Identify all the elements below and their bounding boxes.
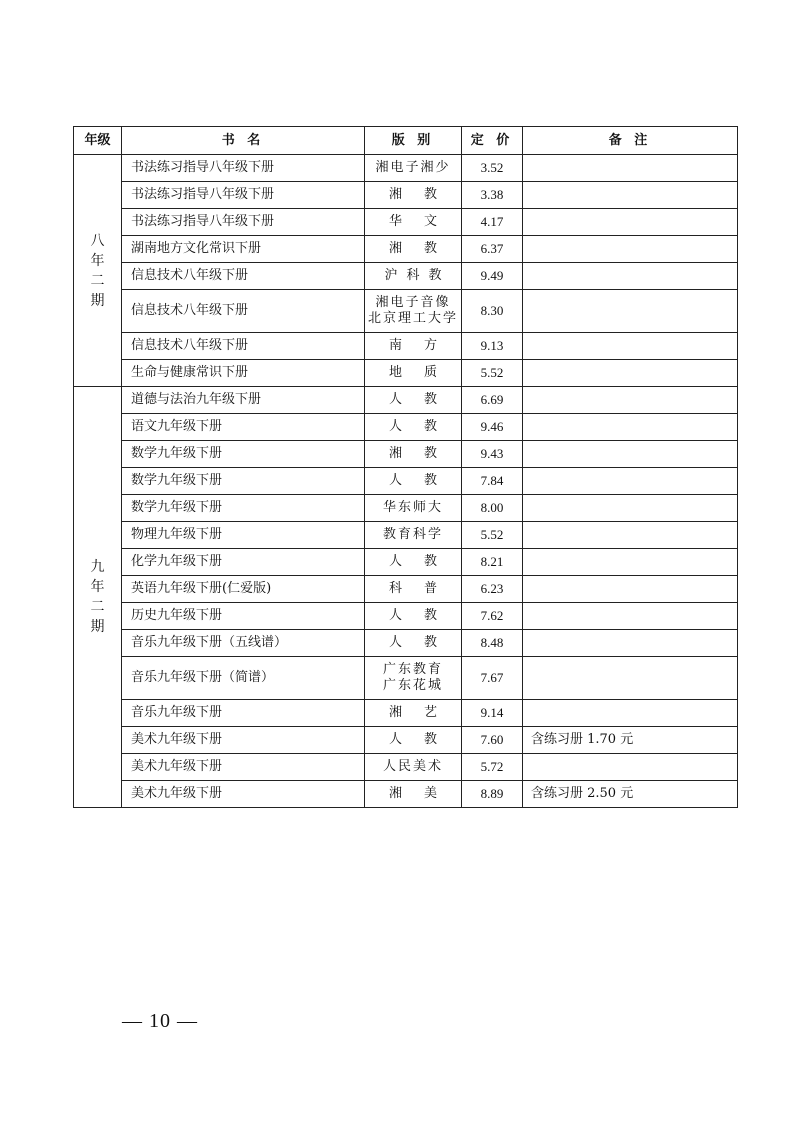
- book-title-cell: 书法练习指导八年级下册: [122, 182, 365, 209]
- edition-cell: 科普: [365, 576, 462, 603]
- edition-cell: 人教: [365, 630, 462, 657]
- edition-cell: 湘教: [365, 236, 462, 263]
- price-cell: 7.60: [462, 727, 523, 754]
- book-title-cell: 美术九年级下册: [122, 727, 365, 754]
- note-cell: [523, 576, 738, 603]
- note-cell: [523, 495, 738, 522]
- price-cell: 9.46: [462, 414, 523, 441]
- table-row: [74, 182, 738, 209]
- edition-cell: 人教: [365, 468, 462, 495]
- edition-cell: 人教: [365, 549, 462, 576]
- table-row: [74, 754, 738, 781]
- note-cell: [523, 209, 738, 236]
- book-title-cell: 信息技术八年级下册: [122, 290, 365, 333]
- price-cell: 6.37: [462, 236, 523, 263]
- book-title-cell: 生命与健康常识下册: [122, 360, 365, 387]
- edition-cell: 人教: [365, 414, 462, 441]
- book-title-cell: 书法练习指导八年级下册: [122, 155, 365, 182]
- edition-cell: 广东教育 广东花城: [365, 657, 462, 700]
- note-cell: 含练习册 2.50 元: [523, 781, 738, 808]
- book-title-cell: 湖南地方文化常识下册: [122, 236, 365, 263]
- price-cell: 5.52: [462, 360, 523, 387]
- table-row: [74, 576, 738, 603]
- note-cell: [523, 387, 738, 414]
- note-cell: [523, 155, 738, 182]
- grade-label: 八年二期: [90, 232, 105, 309]
- price-cell: 8.00: [462, 495, 523, 522]
- price-cell: 6.69: [462, 387, 523, 414]
- table-row: [74, 522, 738, 549]
- edition-cell: 南方: [365, 333, 462, 360]
- note-cell: [523, 754, 738, 781]
- edition-cell: 人教: [365, 603, 462, 630]
- book-title-cell: 英语九年级下册(仁爱版): [122, 576, 365, 603]
- price-cell: 8.48: [462, 630, 523, 657]
- edition-cell: 湘电子音像 北京理工大学: [365, 290, 462, 333]
- note-cell: [523, 236, 738, 263]
- price-cell: 9.13: [462, 333, 523, 360]
- table-row: [74, 263, 738, 290]
- edition-cell: 地质: [365, 360, 462, 387]
- price-cell: 4.17: [462, 209, 523, 236]
- note-cell: [523, 263, 738, 290]
- book-title-cell: 化学九年级下册: [122, 549, 365, 576]
- price-cell: 8.21: [462, 549, 523, 576]
- table-row: [74, 236, 738, 263]
- table-row: [74, 495, 738, 522]
- edition-cell: 教育科学: [365, 522, 462, 549]
- book-title-cell: 历史九年级下册: [122, 603, 365, 630]
- textbook-price-table: [73, 126, 738, 808]
- table-row: [74, 549, 738, 576]
- note-cell: [523, 290, 738, 333]
- note-cell: [523, 468, 738, 495]
- edition-cell: 湘电子湘少: [365, 155, 462, 182]
- table-row: [74, 657, 738, 700]
- table-row: [74, 603, 738, 630]
- grade-cell: [74, 155, 122, 387]
- table-row: [74, 700, 738, 727]
- note-cell: [523, 333, 738, 360]
- price-cell: 9.49: [462, 263, 523, 290]
- edition-cell: 沪科教: [365, 263, 462, 290]
- table-row: [74, 414, 738, 441]
- book-title-cell: 音乐九年级下册（五线谱）: [122, 630, 365, 657]
- price-cell: 7.67: [462, 657, 523, 700]
- price-cell: 7.84: [462, 468, 523, 495]
- edition-cell: 华文: [365, 209, 462, 236]
- table-body: [74, 155, 738, 808]
- grade-cell: [74, 387, 122, 808]
- table-row: [74, 441, 738, 468]
- page-number: — 10 —: [122, 1010, 198, 1032]
- book-title-cell: 美术九年级下册: [122, 754, 365, 781]
- table-row: [74, 781, 738, 808]
- book-title-cell: 物理九年级下册: [122, 522, 365, 549]
- book-title-cell: 数学九年级下册: [122, 495, 365, 522]
- grade-label: 九年二期: [90, 559, 105, 635]
- book-title-cell: 语文九年级下册: [122, 414, 365, 441]
- header-price: 定 价: [462, 127, 523, 155]
- note-cell: [523, 700, 738, 727]
- header-note: 备 注: [523, 127, 738, 155]
- price-cell: 8.30: [462, 290, 523, 333]
- price-cell: 5.72: [462, 754, 523, 781]
- edition-cell: 华东师大: [365, 495, 462, 522]
- price-cell: 6.23: [462, 576, 523, 603]
- table-row: [74, 155, 738, 182]
- book-title-cell: 书法练习指导八年级下册: [122, 209, 365, 236]
- book-title-cell: 数学九年级下册: [122, 441, 365, 468]
- edition-cell: 湘教: [365, 441, 462, 468]
- header-edition: 版 别: [365, 127, 462, 155]
- table-row: [74, 727, 738, 754]
- table-header-row: [74, 127, 738, 155]
- price-cell: 5.52: [462, 522, 523, 549]
- edition-cell: 湘美: [365, 781, 462, 808]
- note-cell: [523, 360, 738, 387]
- book-title-cell: 数学九年级下册: [122, 468, 365, 495]
- note-cell: [523, 603, 738, 630]
- price-cell: 9.43: [462, 441, 523, 468]
- note-cell: [523, 522, 738, 549]
- table-row: [74, 387, 738, 414]
- price-cell: 9.14: [462, 700, 523, 727]
- book-title-cell: 美术九年级下册: [122, 781, 365, 808]
- table-row: [74, 360, 738, 387]
- table-row: [74, 333, 738, 360]
- table-row: [74, 468, 738, 495]
- book-title-cell: 信息技术八年级下册: [122, 263, 365, 290]
- book-title-cell: 音乐九年级下册（简谱）: [122, 657, 365, 700]
- edition-cell: 湘教: [365, 182, 462, 209]
- table-row: [74, 290, 738, 333]
- edition-cell: 人民美术: [365, 754, 462, 781]
- edition-cell: 人教: [365, 727, 462, 754]
- price-cell: 3.38: [462, 182, 523, 209]
- note-cell: [523, 657, 738, 700]
- price-cell: 3.52: [462, 155, 523, 182]
- header-grade: 年级: [74, 127, 122, 155]
- price-cell: 8.89: [462, 781, 523, 808]
- edition-cell: 人教: [365, 387, 462, 414]
- book-title-cell: 信息技术八年级下册: [122, 333, 365, 360]
- note-cell: [523, 630, 738, 657]
- note-cell: [523, 441, 738, 468]
- note-cell: [523, 182, 738, 209]
- note-cell: [523, 414, 738, 441]
- table-row: [74, 630, 738, 657]
- note-cell: [523, 549, 738, 576]
- book-title-cell: 道德与法治九年级下册: [122, 387, 365, 414]
- table-row: [74, 209, 738, 236]
- edition-cell: 湘艺: [365, 700, 462, 727]
- book-title-cell: 音乐九年级下册: [122, 700, 365, 727]
- header-title: 书 名: [122, 127, 365, 155]
- price-cell: 7.62: [462, 603, 523, 630]
- note-cell: 含练习册 1.70 元: [523, 727, 738, 754]
